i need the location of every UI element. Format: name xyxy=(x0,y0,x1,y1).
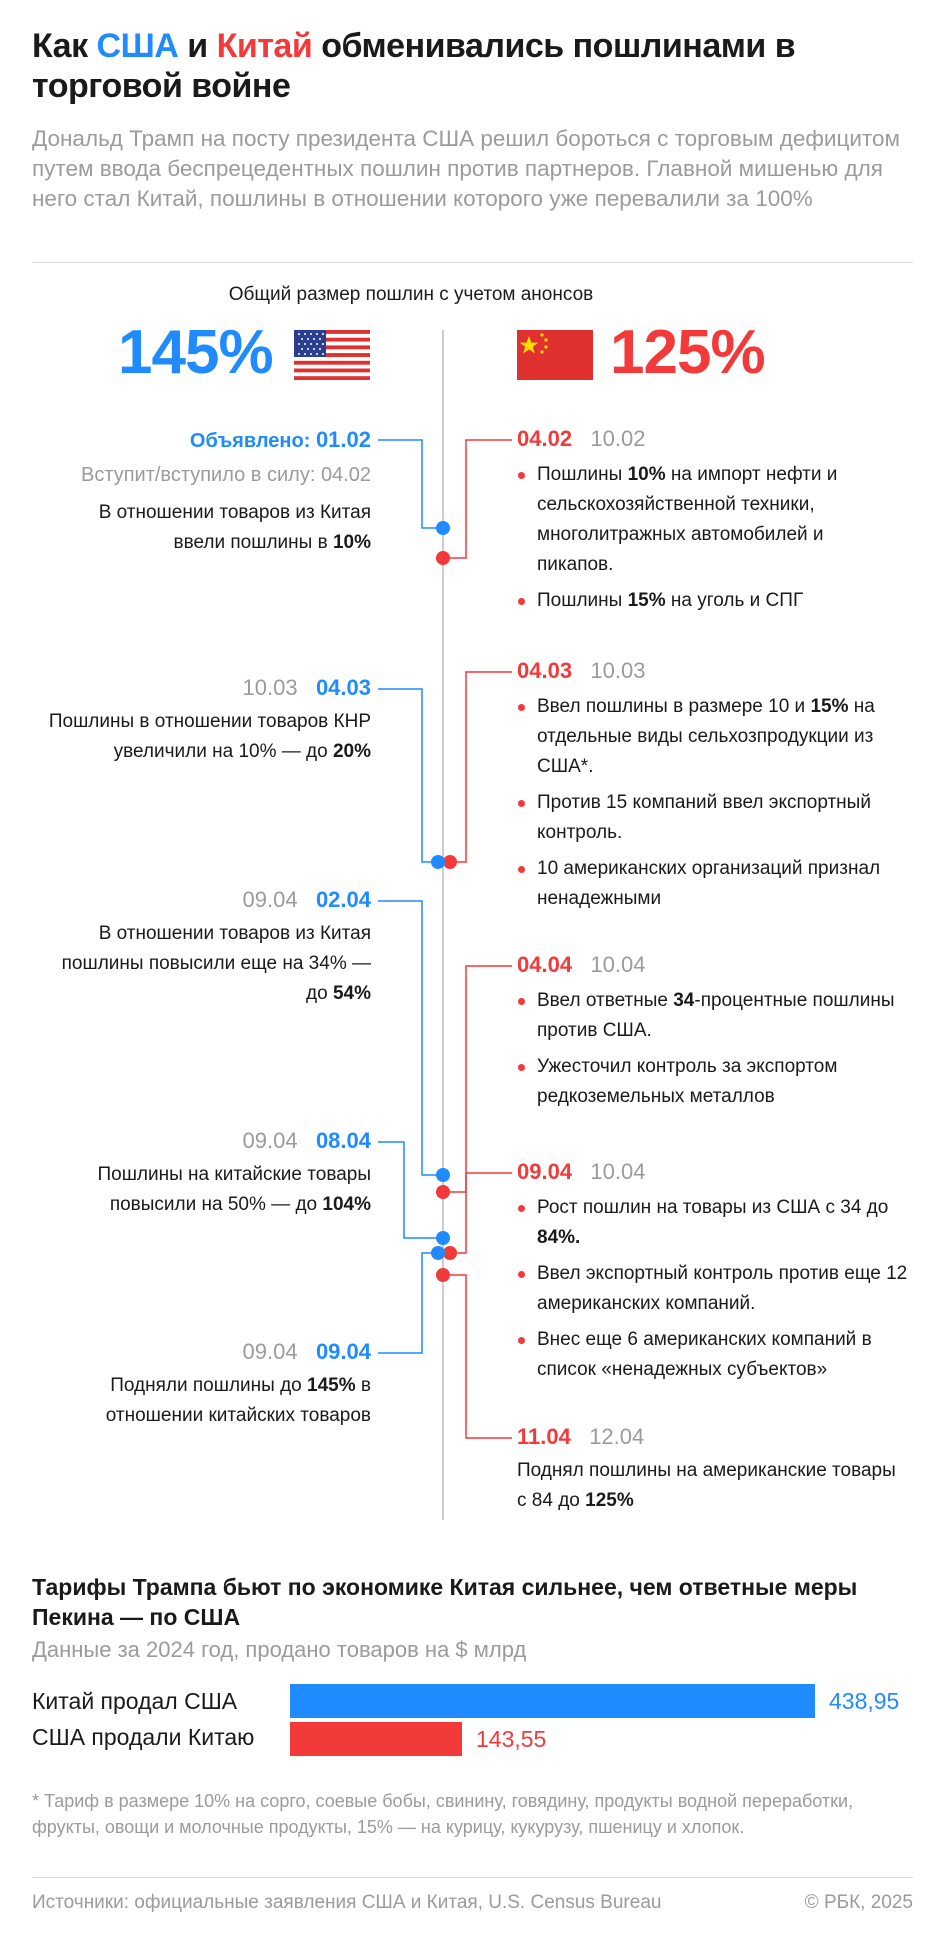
bullet-value: 84%. xyxy=(537,1227,581,1248)
china-dot xyxy=(436,551,450,565)
usa-connector-4 xyxy=(378,1142,443,1238)
china-connector-2 xyxy=(443,672,512,862)
usa-event-4 xyxy=(11,1126,371,1220)
footnote: * Тариф в размере 10% на сорго, соевые бобы, свинину, говядину, продукты водной переработки, фрукты, овощи и молочные продукты, 15% — на курицу, кукурузу, пшеницу и хлопок. xyxy=(32,1791,854,1837)
china-connector-4 xyxy=(443,1173,512,1253)
bullet-text: Пошлины xyxy=(537,464,628,485)
title-part: обменивались пошлинами в торговой войне xyxy=(32,27,796,105)
event-date: 11.04 xyxy=(517,1424,571,1449)
event-date: 04.04 xyxy=(517,952,573,977)
sources: Источники: официальные заявления США и Китая, U.S. Census Bureau xyxy=(32,1892,662,1913)
bar-china-purchases xyxy=(290,1722,462,1756)
event-date: 04.02 xyxy=(517,426,573,451)
china-dot xyxy=(436,1185,450,1199)
effective-label: Вступит/вступило в силу: xyxy=(80,464,321,486)
event-text: Пошлины на китайские товары повысили на 50% — до xyxy=(97,1164,371,1215)
event-alt-date: 09.04 xyxy=(242,887,298,912)
china-dot xyxy=(436,1268,450,1282)
event-date: 09.04 xyxy=(315,1339,371,1364)
event-date: 09.04 xyxy=(517,1159,573,1184)
event-alt-date: 09.04 xyxy=(242,1339,298,1364)
event-date: 02.04 xyxy=(315,887,371,912)
china-bullet xyxy=(517,1052,897,1112)
event-date: 04.03 xyxy=(315,675,371,700)
event-alt-date: 10.03 xyxy=(242,675,298,700)
event-alt-date: 10.04 xyxy=(590,952,646,977)
bullet-text: Пошлины xyxy=(537,590,628,611)
china-event-4 xyxy=(517,1157,937,1391)
event-effective-date: 04.02 xyxy=(320,464,371,486)
bullet-value: 10% xyxy=(627,464,666,485)
usa-dot xyxy=(431,855,445,869)
bullet-value: 15% xyxy=(627,590,666,611)
event-value: 125% xyxy=(585,1490,634,1511)
bullet-text: Ужесточил контроль за экспортом редкоземельных металлов xyxy=(537,1056,838,1107)
bullet-text: Ввел ответные xyxy=(537,990,674,1011)
title-part: Как xyxy=(32,27,97,65)
bullet-text: Рост пошлин на товары из США с 34 до xyxy=(537,1197,889,1218)
bullet-text: на уголь и СПГ xyxy=(665,590,804,611)
bullet-value: 15% xyxy=(810,696,849,717)
usa-connector-3 xyxy=(378,901,443,1175)
usa-dot xyxy=(436,521,450,535)
title-china: Китай xyxy=(216,27,313,65)
bullet-value: 34 xyxy=(673,990,695,1011)
china-bullet xyxy=(517,692,897,782)
china-bullet xyxy=(517,986,897,1046)
bullet-text: Против 15 компаний ввел экспортный контроль. xyxy=(537,792,871,843)
bullet-text: на отдельные виды сельхозпродукции из США*. xyxy=(537,696,875,777)
china-dot xyxy=(443,855,457,869)
event-alt-date: 10.02 xyxy=(590,426,646,451)
bullet-text: Ввел пошлины в размере 10 и xyxy=(537,696,811,717)
china-dot xyxy=(443,1246,457,1260)
china-bullet xyxy=(517,1325,917,1385)
event-value: 20% xyxy=(332,741,371,762)
china-bullet xyxy=(517,460,897,580)
usa-total-percent: 145% xyxy=(118,318,273,387)
event-value: 145% xyxy=(307,1375,356,1396)
usa-event-1 xyxy=(11,425,371,558)
bullet-text: -процентные пошлины против США. xyxy=(537,990,895,1041)
event-alt-date: 12.04 xyxy=(589,1424,645,1449)
china-event-3 xyxy=(517,950,937,1118)
event-date: 08.04 xyxy=(315,1128,371,1153)
china-bullet xyxy=(517,1193,917,1253)
event-value: 54% xyxy=(332,983,371,1004)
totals-caption: Общий размер пошлин с учетом анонсов xyxy=(228,284,594,305)
event-text: Поднял пошлины на американские товары с 84 до xyxy=(517,1460,896,1511)
event-alt-date: 10.04 xyxy=(590,1159,646,1184)
event-alt-date: 10.03 xyxy=(590,658,646,683)
event-value: 10% xyxy=(332,532,371,553)
bar-value-label: 143,55 xyxy=(476,1726,547,1752)
usa-event-5 xyxy=(11,1337,371,1431)
usa-connector-5 xyxy=(378,1253,443,1353)
bullet-text: на импорт нефти и сельскохозяйственной техники, многолитражных автомобилей и пикапов. xyxy=(537,464,838,575)
china-connector-1 xyxy=(443,440,512,558)
event-date: 04.03 xyxy=(517,658,573,683)
china-connector-5 xyxy=(443,1275,512,1438)
usa-event-2 xyxy=(11,673,371,767)
bar-category-label: США продали Китаю xyxy=(32,1724,255,1750)
bar-category-label: Китай продал США xyxy=(32,1688,238,1714)
event-text: в отношении китайских товаров xyxy=(105,1375,371,1426)
china-bullet xyxy=(517,788,897,848)
divider xyxy=(32,1877,913,1878)
lead-paragraph: Дональд Трамп на посту президента США решил бороться с торговым дефицитом путем ввода беспрецедентных пошлин против партнеров. Главной мишенью для него стал Китай, пошлины в отношении которого уже перевалили за 100% xyxy=(32,126,900,211)
event-date: 01.02 xyxy=(315,427,371,452)
title-part: и xyxy=(178,27,217,65)
copyright: © РБК, 2025 xyxy=(804,1892,913,1913)
usa-dot xyxy=(436,1231,450,1245)
usa-connector-1 xyxy=(378,440,443,528)
event-text: Пошлины в отношении товаров КНР увеличили на 10% — до xyxy=(48,711,371,762)
event-value: 104% xyxy=(322,1194,371,1215)
chart-subtitle: Данные за 2024 год, продано товаров на $ млрд xyxy=(32,1637,527,1662)
announced-label: Объявлено: xyxy=(189,430,316,452)
title-usa: США xyxy=(96,27,179,65)
bullet-text: Ввел экспортный контроль против еще 12 американских компаний. xyxy=(537,1263,908,1314)
event-text: Подняли пошлины до xyxy=(110,1375,308,1396)
china-event-2 xyxy=(517,656,937,920)
china-bullet xyxy=(517,854,897,914)
china-bullet xyxy=(517,1259,917,1319)
event-text: В отношении товаров из Китая пошлины повысили еще на 34% — до xyxy=(61,923,371,1004)
china-event-5 xyxy=(517,1422,937,1516)
china-bullet xyxy=(517,586,897,616)
event-text: В отношении товаров из Китая ввели пошлины в xyxy=(98,502,371,553)
usa-connector-2 xyxy=(378,689,443,862)
bar-value-label: 438,95 xyxy=(829,1688,900,1714)
usa-event-3 xyxy=(11,885,371,1009)
bullet-text: Внес еще 6 американских компаний в список «ненадежных субъектов» xyxy=(537,1329,872,1380)
bullet-text: 10 американских организаций признал ненадежными xyxy=(537,858,881,909)
usa-dot xyxy=(436,1168,450,1182)
china-connector-3 xyxy=(443,966,512,1192)
usa-dot xyxy=(431,1246,445,1260)
bar-usa-purchases xyxy=(290,1684,815,1718)
event-alt-date: 09.04 xyxy=(242,1128,298,1153)
chart-title: Тарифы Трампа бьют по экономике Китая сильнее, чем ответные меры Пекина — по США xyxy=(32,1574,858,1630)
china-event-1 xyxy=(517,424,937,622)
china-total-percent: 125% xyxy=(610,318,765,387)
